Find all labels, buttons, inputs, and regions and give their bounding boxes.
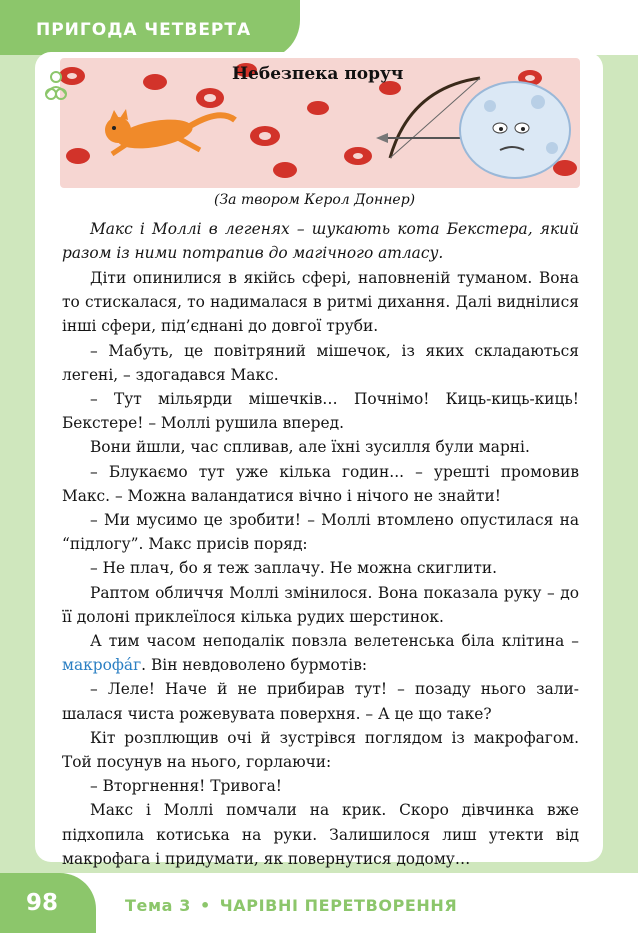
story-paragraph: – Тут мільярди мішечків… Почнімо! Киць-киць-киць! Бекстере! – Моллі рушила вперед.	[62, 390, 579, 433]
topic-separator: •	[199, 896, 211, 915]
intro-paragraph: Макс і Моллі в легенях – шукають кота Бекстера, який разом із ними потрапив до магічного атласу.	[62, 220, 579, 263]
story-paragraph: – Мабуть, це повітряний мішечок, із яких складаються легені, – здогадався Макс.	[62, 341, 579, 384]
red-blood-cell	[143, 74, 167, 90]
story-paragraph: Діти опинилися в якійсь сфері, наповненій туманом. Вона то стискалася, то надималася в ритмі дихання. Далі виднілися інші сфери, під’єднані до довгої труби.	[62, 269, 579, 336]
story-paragraph: Кіт розплющив очі й зустрівся поглядом із макрофагом. Той посунув на нього, горлаючи:	[62, 728, 579, 772]
topic-label: Тема 3	[125, 896, 191, 915]
footer-topic	[125, 896, 457, 915]
story-paragraph: – Блукаємо тут уже кілька годин... – урешті промовив Макс. – Можна валандатися вічно і нічого не знайти!	[62, 462, 579, 505]
macrophage-text-after: . Він невдоволено бурмотів:	[141, 656, 368, 675]
page-number: 98	[26, 890, 59, 916]
story-source: (За твором Керол Доннер)	[214, 192, 416, 208]
story-body	[62, 266, 579, 871]
story-paragraph: Макс і Моллі помчали на крик. Скоро дівчинка вже підхопила котиська на руки. Залишилося лиш утекти від макрофага і придумати, як повернутися додому…	[62, 801, 579, 868]
story-paragraph: Вони йшли, час спливав, але їхні зусилля були марні.	[90, 438, 530, 457]
story-paragraph-macrophage	[62, 629, 579, 677]
story-paragraph: – Ми мусимо це зробити! – Моллі втомлено опустилася на “підлогу”. Макс присів поряд:	[62, 511, 579, 554]
story-paragraph: – Леле! Наче й не прибирав тут! – позаду нього залишалася чиста рожевувата поверхня. – А це що таке?	[62, 680, 579, 723]
adventure-label: ПРИГОДА ЧЕТВЕРТА	[36, 20, 252, 40]
red-blood-cell	[66, 148, 90, 164]
macrophage-illustration	[460, 82, 570, 178]
story-intro	[62, 217, 579, 265]
story-paragraph: Раптом обличчя Моллі змінилося. Вона показала руку – до її долоні приклеїлося кілька рудих шерстинок.	[62, 583, 579, 626]
cat-illustration	[105, 109, 235, 154]
story-paragraph: – Вторгнення! Тривога!	[90, 777, 282, 796]
red-blood-cell	[307, 101, 329, 115]
macrophage-text-before: А тим часом неподалік повзла велетенська біла клітина –	[90, 632, 579, 651]
lesson-group-icon	[42, 70, 70, 102]
macrophage-term: макрофа́г	[62, 656, 142, 675]
red-blood-cell	[273, 162, 297, 178]
topic-title: ЧАРІВНІ ПЕРЕТВОРЕННЯ	[219, 896, 458, 915]
story-title: Небезпека поруч	[232, 64, 404, 84]
story-paragraph: – Не плач, бо я теж заплачу. Не можна скиглити.	[90, 559, 498, 578]
